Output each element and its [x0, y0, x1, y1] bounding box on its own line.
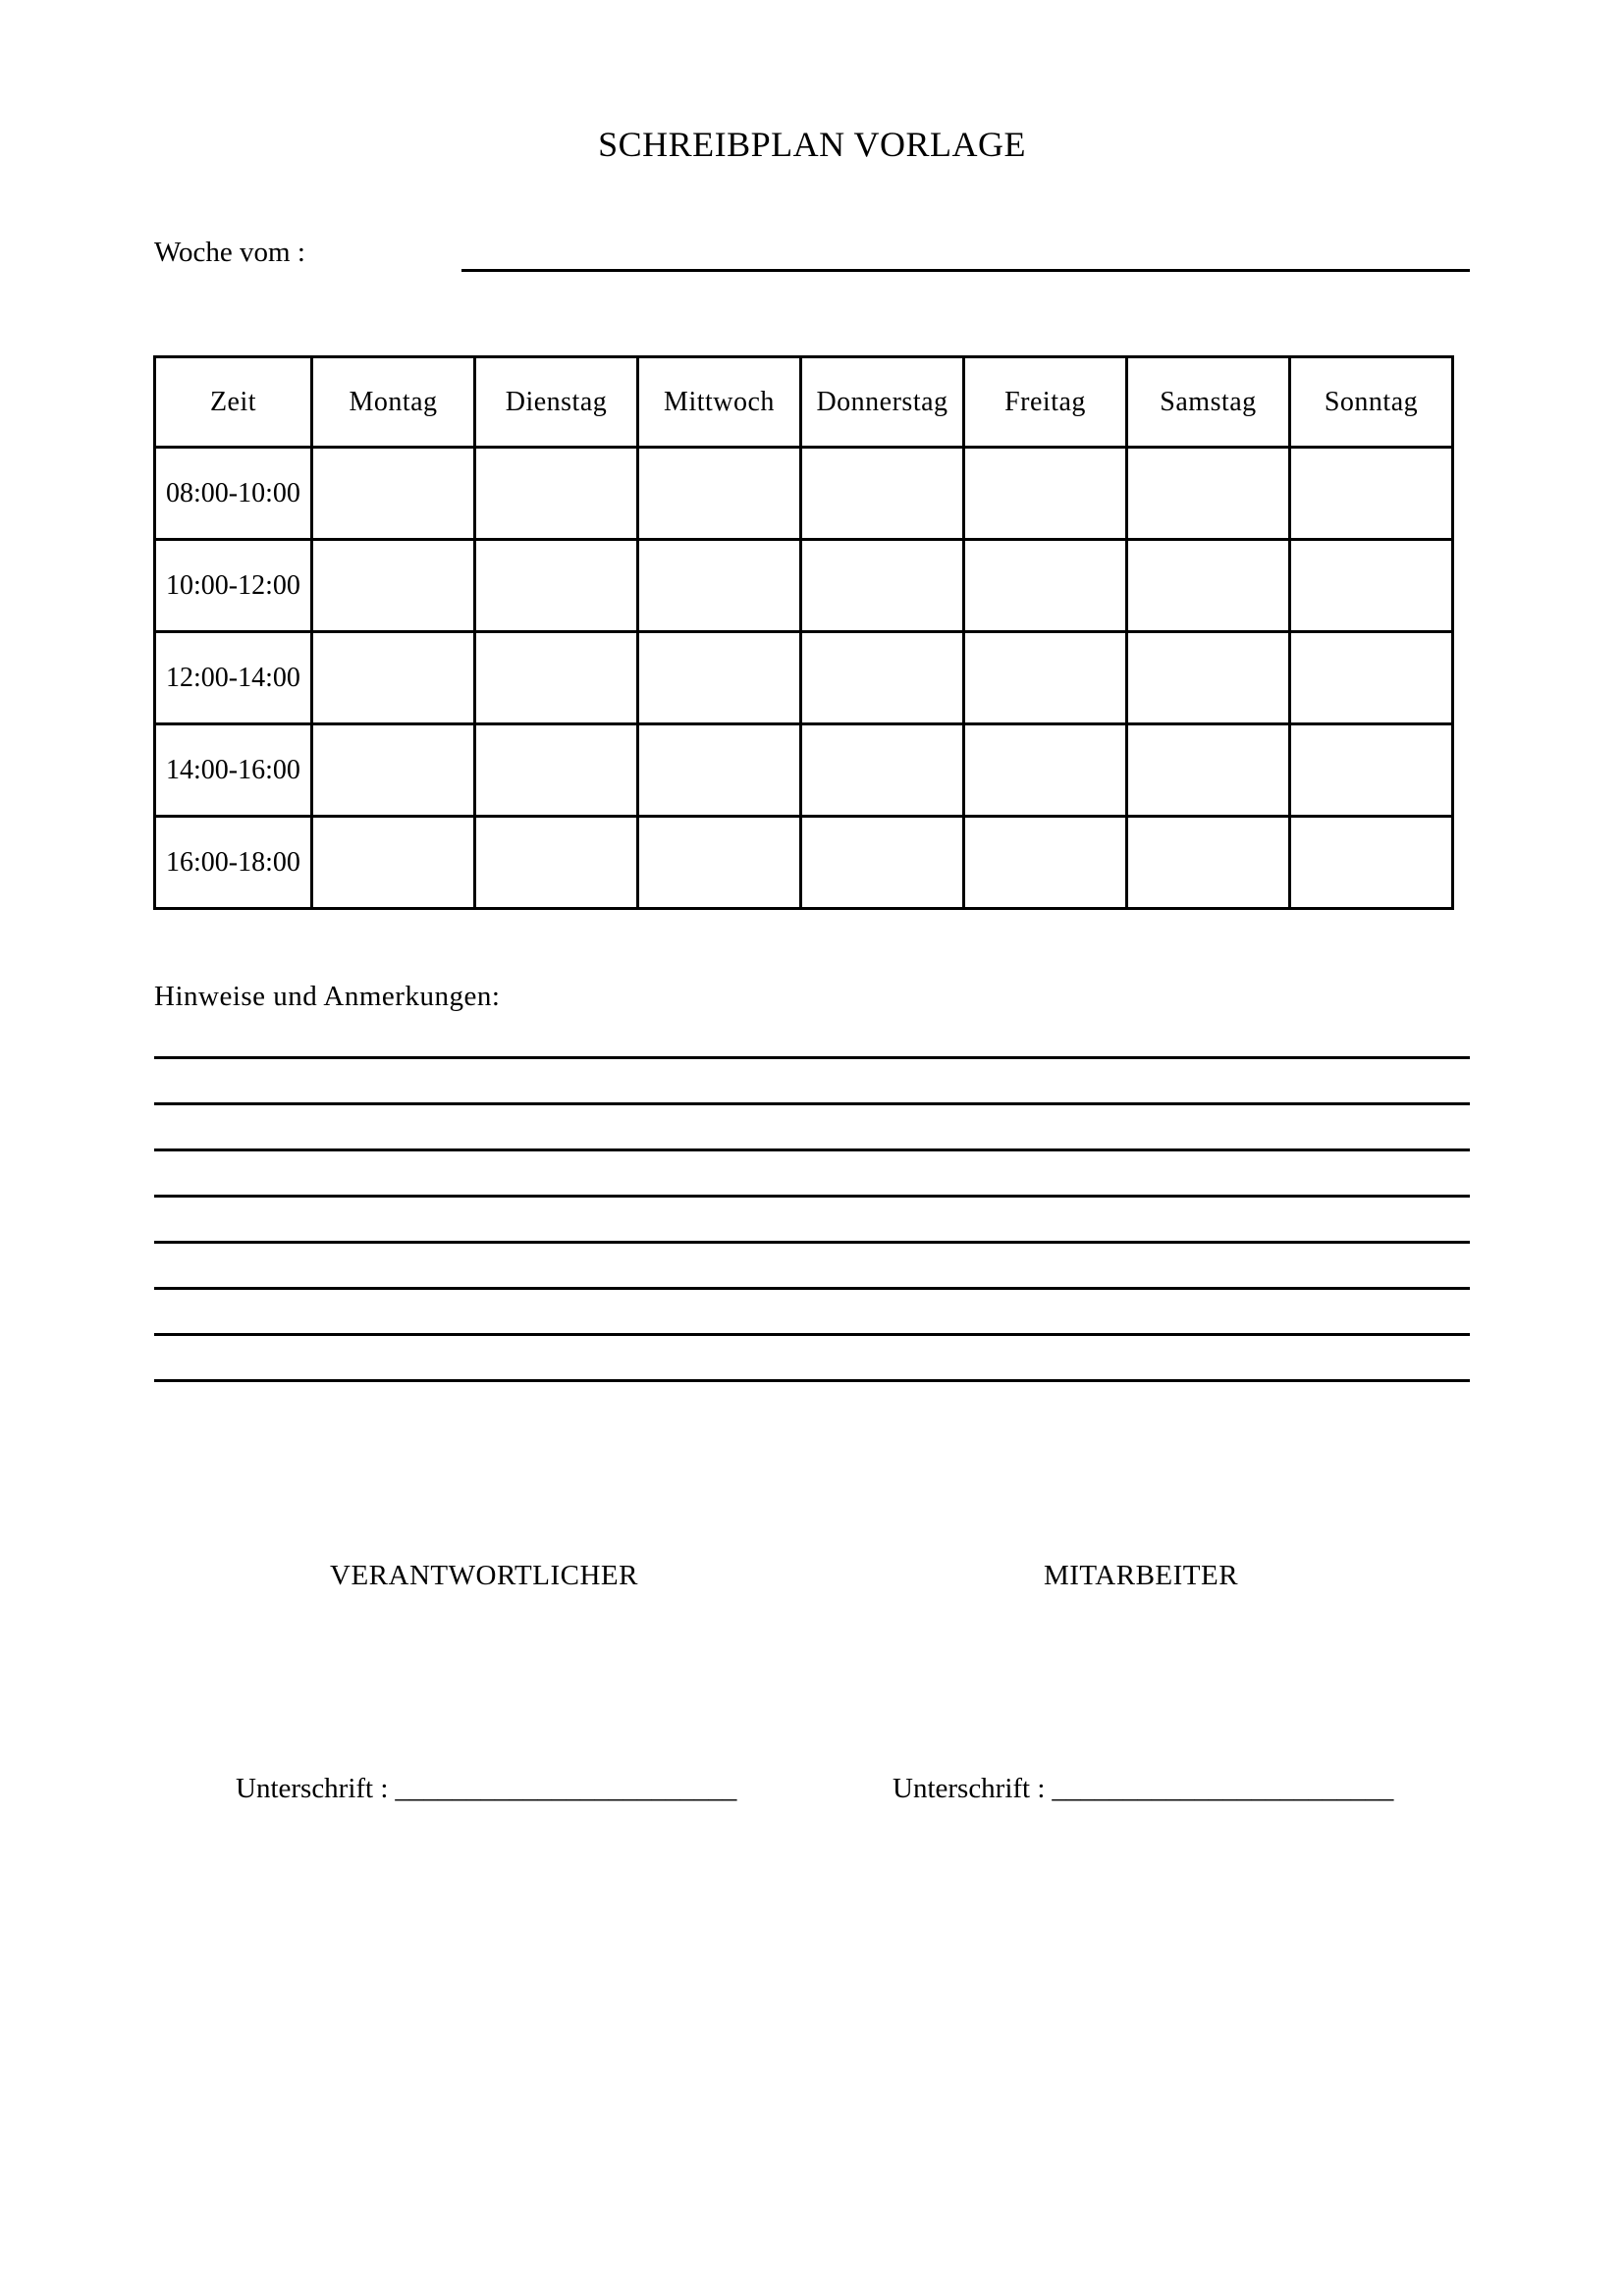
ruled-line	[154, 1287, 1470, 1290]
schedule-cell	[964, 817, 1127, 909]
signature-left	[236, 1773, 736, 1805]
schedule-cell	[1127, 540, 1290, 632]
ruled-line	[154, 1102, 1470, 1105]
schedule-row	[155, 724, 1453, 817]
ruled-line	[154, 1148, 1470, 1151]
schedule-table	[153, 355, 1454, 910]
schedule-cell	[638, 540, 801, 632]
signature-label: Unterschrift :	[893, 1773, 1046, 1804]
signature-blank-line: ________________________	[1052, 1773, 1394, 1804]
week-of-blank-line	[461, 269, 1470, 272]
schedule-cell	[1127, 724, 1290, 817]
schedule-cell	[801, 632, 964, 724]
signature-blank-line: ________________________	[395, 1773, 737, 1804]
schedule-row	[155, 540, 1453, 632]
schedule-cell	[1127, 632, 1290, 724]
time-slot-label: 16:00-18:00	[155, 817, 312, 909]
signature-right	[893, 1773, 1393, 1805]
schedule-row	[155, 632, 1453, 724]
column-header-zeit: Zeit	[155, 357, 312, 448]
schedule-cell	[1127, 817, 1290, 909]
column-header-mittwoch: Mittwoch	[638, 357, 801, 448]
schedule-cell	[475, 448, 638, 540]
schedule-cell	[1290, 632, 1453, 724]
schedule-cell	[638, 448, 801, 540]
ruled-line	[154, 1241, 1470, 1244]
time-slot-label: 14:00-16:00	[155, 724, 312, 817]
schedule-cell	[475, 817, 638, 909]
week-of-label: Woche vom :	[154, 237, 305, 268]
responsible-heading: VERANTWORTLICHER	[330, 1560, 638, 1591]
time-slot-label: 08:00-10:00	[155, 448, 312, 540]
time-slot-label: 12:00-14:00	[155, 632, 312, 724]
schedule-cell	[964, 632, 1127, 724]
schedule-cell	[964, 724, 1127, 817]
notes-label: Hinweise und Anmerkungen:	[154, 981, 501, 1012]
schedule-cell	[638, 632, 801, 724]
schedule-cell	[1290, 448, 1453, 540]
schedule-cell	[638, 817, 801, 909]
schedule-cell	[475, 632, 638, 724]
column-header-montag: Montag	[312, 357, 475, 448]
signature-label: Unterschrift :	[236, 1773, 389, 1804]
schedule-cell	[801, 448, 964, 540]
schedule-cell	[638, 724, 801, 817]
column-header-freitag: Freitag	[964, 357, 1127, 448]
schedule-cell	[475, 540, 638, 632]
schedule-cell	[312, 724, 475, 817]
schedule-cell	[1127, 448, 1290, 540]
schedule-header-row	[155, 357, 1453, 448]
employee-heading: MITARBEITER	[1043, 1560, 1239, 1591]
schedule-row	[155, 817, 1453, 909]
schedule-cell	[312, 817, 475, 909]
schedule-cell	[1290, 724, 1453, 817]
notes-ruled-lines	[154, 1056, 1470, 1425]
schedule-row	[155, 448, 1453, 540]
schedule-cell	[1290, 817, 1453, 909]
ruled-line	[154, 1379, 1470, 1382]
schedule-cell	[801, 724, 964, 817]
schedule-cell	[312, 448, 475, 540]
column-header-dienstag: Dienstag	[475, 357, 638, 448]
schedule-cell	[1290, 540, 1453, 632]
ruled-line	[154, 1333, 1470, 1336]
column-header-sonntag: Sonntag	[1290, 357, 1453, 448]
ruled-line	[154, 1195, 1470, 1198]
schedule-cell	[801, 540, 964, 632]
column-header-donnerstag: Donnerstag	[801, 357, 964, 448]
schedule-cell	[964, 448, 1127, 540]
schedule-cell	[801, 817, 964, 909]
page-title: SCHREIBPLAN VORLAGE	[598, 125, 1026, 164]
schedule-cell	[964, 540, 1127, 632]
column-header-samstag: Samstag	[1127, 357, 1290, 448]
time-slot-label: 10:00-12:00	[155, 540, 312, 632]
schedule-cell	[312, 632, 475, 724]
ruled-line	[154, 1056, 1470, 1059]
schedule-cell	[475, 724, 638, 817]
schedule-cell	[312, 540, 475, 632]
